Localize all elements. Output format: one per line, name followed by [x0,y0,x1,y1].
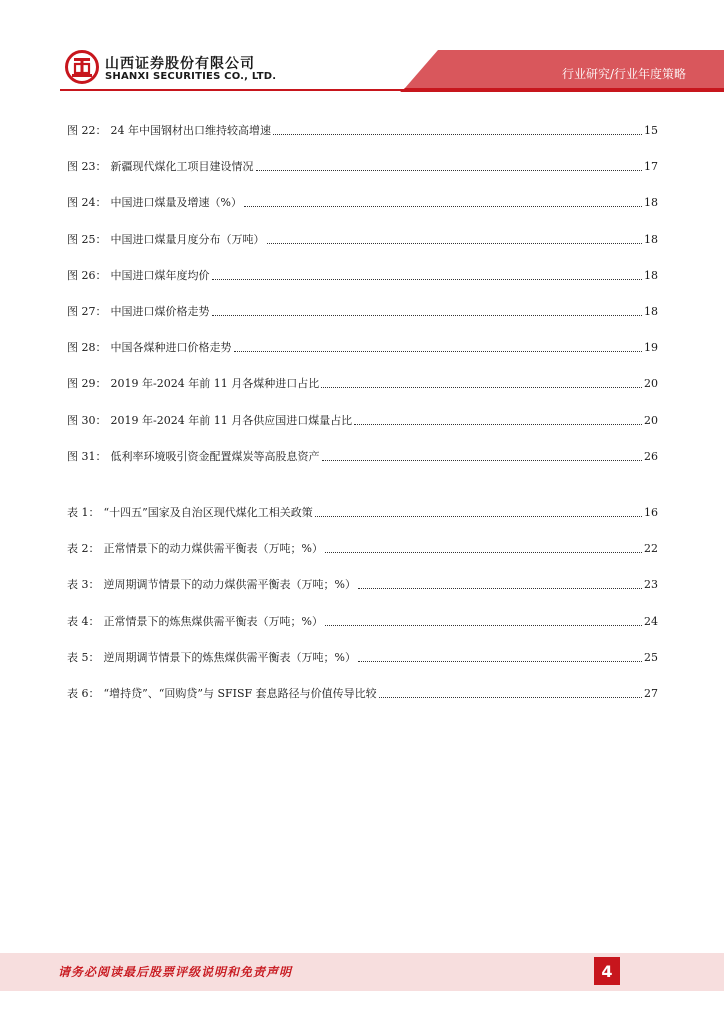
entry-title: 2019 年-2024 年前 11 月各供应国进口煤量占比 [110,413,353,427]
entry-title: “增持贷”、“回购贷”与 SFISF 套息路径与价值传导比较 [103,687,377,700]
report-type-label: 行业研究/行业年度策略 [561,67,686,81]
dot-leader [358,588,642,589]
dot-leader [256,170,643,171]
entry-page: 23 [644,578,658,592]
entry-title: 中国进口煤年度均价 [110,268,210,282]
page-header [0,0,724,100]
dot-leader [322,460,643,461]
dot-leader [358,661,642,662]
entry-page: 18 [644,305,658,318]
entry-page: 20 [644,377,658,391]
dot-leader [212,279,643,280]
entry-label: 图 23： [67,160,107,174]
entry-page: 18 [644,196,658,210]
entry-title: 正常情景下的炼焦煤供需平衡表（万吨；%） [103,614,323,628]
entry-page: 15 [644,124,658,137]
toc-entry[interactable] [67,371,658,391]
toc-entry[interactable] [67,681,658,701]
toc-entry[interactable] [67,408,658,428]
footer-disclaimer: 请务必阅读最后股票评级说明和免责声明 [58,965,293,979]
entry-page: 16 [644,506,658,519]
toc-entry[interactable] [67,500,658,520]
dot-leader [325,625,642,626]
entry-page: 24 [644,614,658,628]
entry-page: 26 [644,449,658,463]
toc-entry[interactable] [67,190,658,210]
entry-title: 新疆现代煤化工项目建设情况 [110,160,254,174]
entry-page: 19 [644,341,658,355]
entry-label: 表 5： [67,650,100,664]
dot-leader [212,315,643,316]
entry-label: 图 30： [67,413,107,427]
entry-title: “十四五”国家及自治区现代煤化工相关政策 [103,506,313,519]
entry-page: 18 [644,232,658,246]
entry-label: 图 28： [67,341,107,355]
entry-label: 表 6： [67,687,100,700]
entry-title: 低利率环境吸引资金配置煤炭等高股息资产 [110,449,320,463]
entry-page: 25 [644,650,658,664]
dot-leader [379,697,642,698]
toc-entry[interactable] [67,154,658,174]
page-number: 4 [594,957,620,985]
company-name-cn: 山西证券股份有限公司 [105,56,255,72]
entry-page: 20 [644,413,658,427]
entry-label: 图 26： [67,268,107,282]
dot-leader [325,552,642,553]
toc-entry[interactable] [67,299,658,319]
toc-entry[interactable] [67,227,658,247]
company-name-en: SHANXI SECURITIES CO., LTD. [105,71,277,82]
entry-label: 图 22： [67,124,107,137]
company-logo-icon [65,50,99,84]
toc-entry[interactable] [67,536,658,556]
entry-label: 图 27： [67,305,107,318]
dot-leader [321,387,642,388]
entry-title: 中国进口煤量及增速（%） [110,196,242,210]
toc-entry[interactable] [67,335,658,355]
entry-title: 2019 年-2024 年前 11 月各煤种进口占比 [110,377,320,391]
toc-entry[interactable] [67,609,658,629]
entry-label: 表 1： [67,506,100,519]
entry-page: 22 [644,542,658,556]
toc-entry[interactable] [67,572,658,592]
toc-entry[interactable] [67,118,658,138]
toc-entry[interactable] [67,263,658,283]
dot-leader [244,206,642,207]
entry-title: 24 年中国钢材出口维持较高增速 [110,124,271,137]
entry-label: 表 2： [67,542,100,556]
entry-label: 表 4： [67,614,100,628]
dot-leader [273,134,642,135]
entry-label: 图 25： [67,232,107,246]
dot-leader [315,516,642,517]
entry-page: 17 [644,160,658,174]
entry-page: 18 [644,268,658,282]
dot-leader [234,351,643,352]
entry-title: 中国各煤种进口价格走势 [110,341,232,355]
header-banner-shape [0,0,724,100]
toc-entry[interactable] [67,444,658,464]
entry-label: 图 31： [67,449,107,463]
entry-label: 图 29： [67,377,107,391]
entry-title: 中国进口煤量月度分布（万吨） [110,232,265,246]
entry-title: 正常情景下的动力煤供需平衡表（万吨；%） [103,542,323,556]
dot-leader [267,243,643,244]
entry-label: 图 24： [67,196,107,210]
entry-title: 中国进口煤价格走势 [110,305,210,318]
dot-leader [354,424,642,425]
entry-page: 27 [644,687,658,700]
entry-label: 表 3： [67,578,100,592]
entry-title: 逆周期调节情景下的炼焦煤供需平衡表（万吨；%） [103,650,356,664]
entry-title: 逆周期调节情景下的动力煤供需平衡表（万吨；%） [103,578,356,592]
toc-entry[interactable] [67,645,658,665]
